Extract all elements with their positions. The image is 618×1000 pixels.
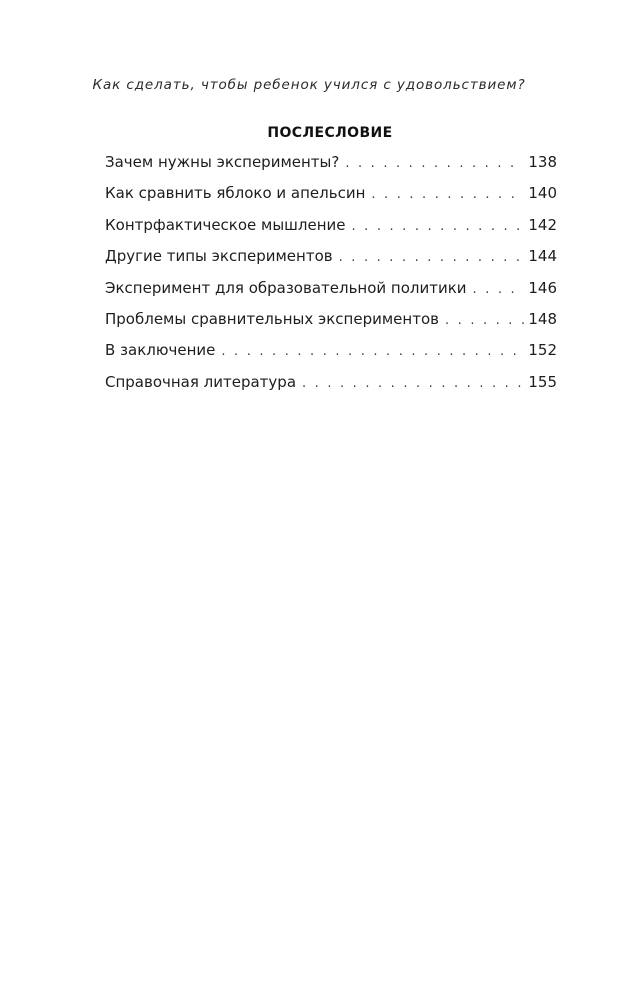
toc-dot-leader xyxy=(352,219,525,234)
toc-dot-leader xyxy=(371,187,524,202)
toc-dot-leader xyxy=(221,344,524,359)
toc-entry xyxy=(105,216,557,247)
toc-page-number: 138 xyxy=(528,153,557,171)
toc-entry-title: Эксперимент для образовательной политики xyxy=(105,278,467,297)
table-of-contents xyxy=(105,153,557,404)
section-title: ПОСЛЕСЛОВИЕ xyxy=(267,125,393,141)
toc-entry xyxy=(105,310,557,341)
toc-entry xyxy=(105,184,557,215)
toc-page-number: 146 xyxy=(528,278,557,297)
toc-entry xyxy=(105,373,557,404)
toc-entry-title: Как сравнить яблоко и апельсин xyxy=(105,184,366,203)
toc-dot-leader xyxy=(473,282,525,297)
toc-dot-leader xyxy=(302,376,524,391)
toc-entry-title: Контрфактическое мышление xyxy=(105,215,346,234)
toc-entry xyxy=(105,341,557,372)
toc-entry xyxy=(105,153,557,184)
toc-dot-leader xyxy=(445,313,524,328)
toc-page-number: 142 xyxy=(528,215,557,234)
toc-dot-leader xyxy=(345,156,524,171)
toc-page-number: 152 xyxy=(528,341,557,360)
toc-entry-title: Другие типы экспериментов xyxy=(105,247,333,266)
toc-entry-title: Зачем нужны эксперименты? xyxy=(105,153,340,171)
toc-entry-title: В заключение xyxy=(105,341,216,360)
toc-entry-title: Проблемы сравнительных экспериментов xyxy=(105,309,439,328)
toc-entry xyxy=(105,247,557,278)
running-head: Как сделать, чтобы ребенок учился с удовольствием? xyxy=(92,77,526,93)
toc-entry-title: Справочная литература xyxy=(105,372,297,391)
toc-page-number: 155 xyxy=(528,372,557,391)
toc-dot-leader xyxy=(339,250,525,265)
toc-page-number: 148 xyxy=(528,309,557,328)
toc-entry xyxy=(105,279,557,310)
toc-page-number: 144 xyxy=(528,247,557,266)
toc-page-number: 140 xyxy=(528,184,557,203)
